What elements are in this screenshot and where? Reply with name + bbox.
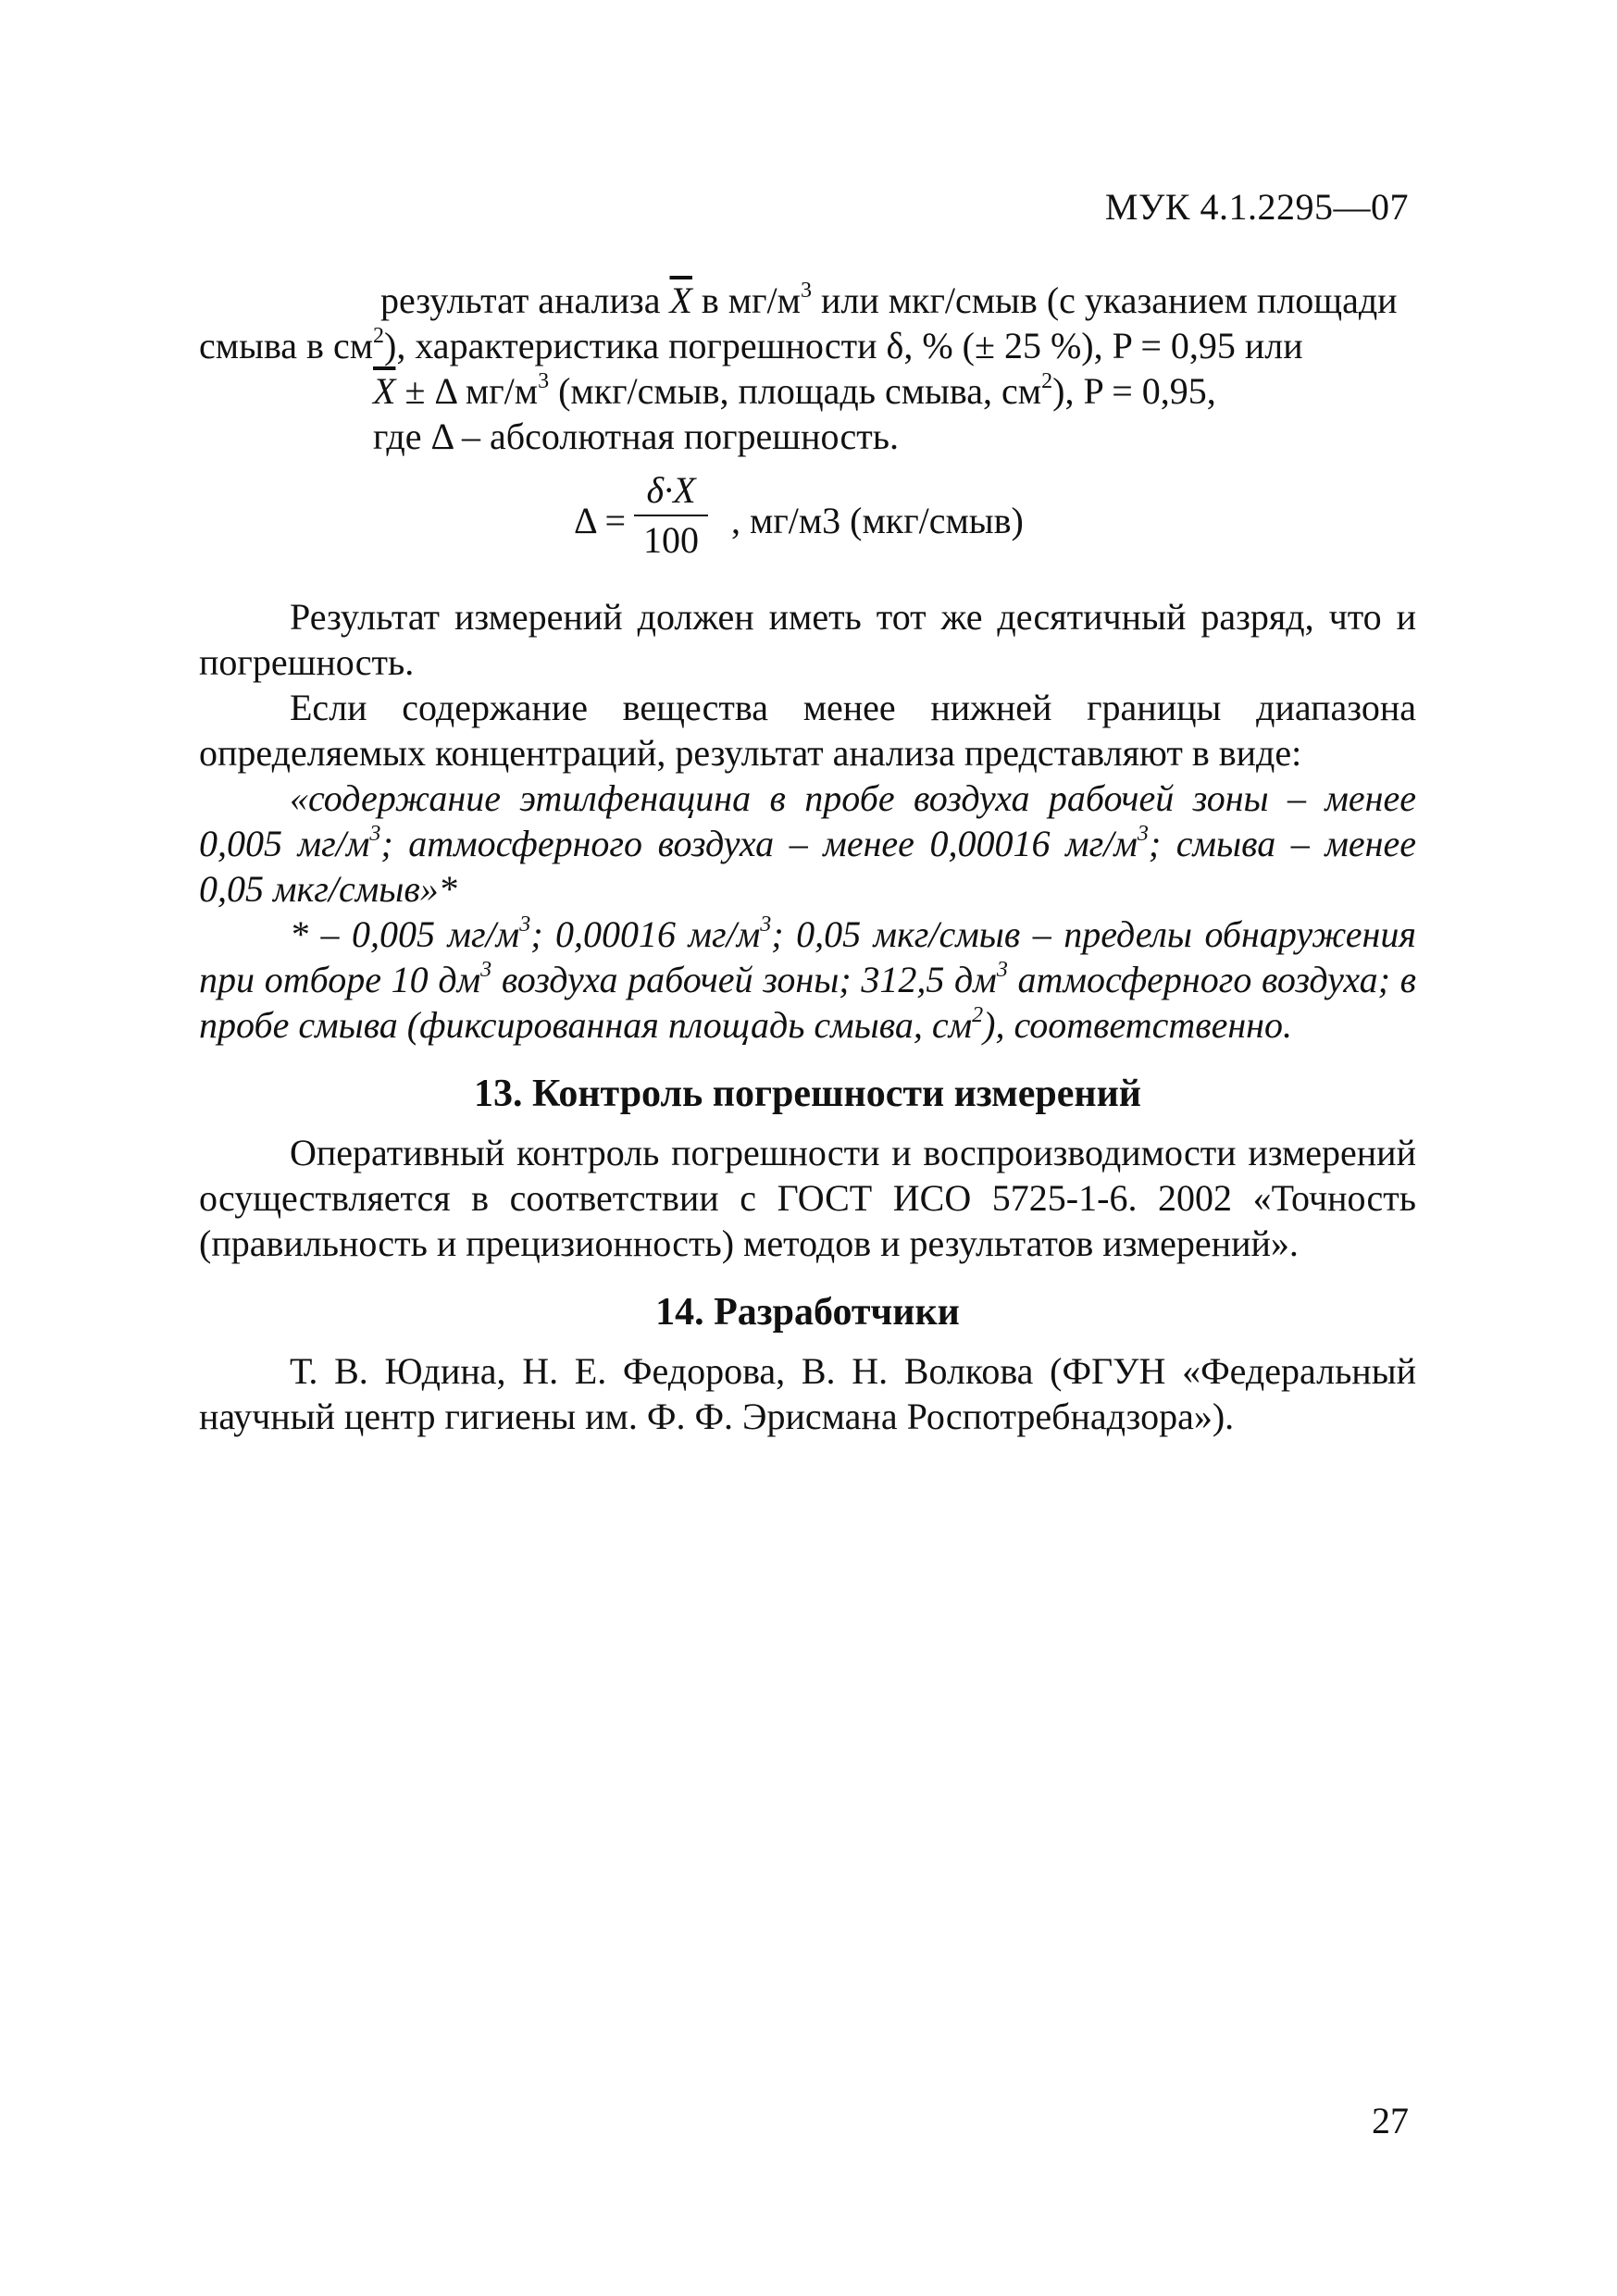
section-13-text: Оперативный контроль погрешности и воспроизводимости измерений осуществляется в соответствии с ГОСТ ИСО 5725-1-6. 2002 «Точность (правильность и прецизионность) методов и результатов измерений». (199, 1132, 1416, 1264)
formula-denominator: 100 (643, 519, 699, 561)
decimal-rule-paragraph: Результат измерений должен иметь тот же десятичный разряд, что и погрешность. (199, 596, 1416, 683)
formula-lhs: Δ = (574, 500, 627, 541)
document-code-header: МУК 4.1.2295—07 (1104, 186, 1409, 228)
formula-numerator: δ·X (646, 469, 696, 511)
low-concentration-paragraph: Если содержание вещества менее нижней границы диапазона определяемых концентраций, результат анализа представляют в виде: (199, 687, 1416, 774)
section-14-text: Т. В. Юдина, Н. Е. Федорова, В. Н. Волкова (ФГУН «Федеральный научный центр гигиены им. Ф. Ф. Эрисмана Роспотребнадзора»). (199, 1350, 1416, 1437)
document-body (199, 278, 1416, 1439)
result-line-4: где Δ – абсолютная погрешность. (373, 416, 899, 457)
absolute-error-formula (199, 466, 1416, 577)
result-line-1: результат анализа $\overline{X}$ в $мг/м^3$ или мкг/смыв (с указанием площади (380, 279, 1398, 321)
formula-fraction (634, 466, 708, 565)
page-number: 27 (1372, 2100, 1409, 2141)
result-line-2: смыва в $см^2$), характеристика погрешности δ, % (± 25 %), P = 0,95 или (199, 324, 1303, 366)
formula-unit: , мг/м3 (мкг/смыв) (731, 500, 1024, 541)
result-example-italic: «содержание этилфенацина в пробе воздуха рабочей зоны – менее 0,005 $мг/м^3$; атмосферного воздуха – менее 0,00016 $мг/м^3$; смыва – менее 0,05 мкг/смыв»* (199, 777, 1416, 910)
section-14-title: 14. Разработчики (655, 1291, 960, 1334)
result-line-3: $\overline{X} \pm \Delta$ $мг/м^3$ (мкг/смыв, площадь смыва, $см^2$), P = 0,95, (373, 369, 1216, 412)
detection-limits-footnote: * – 0,005 $мг/м^3$; 0,00016 $мг/м^3$; 0,05 мкг/смыв – пределы обнаружения при отборе 10 $дм^3$ воздуха рабочей зоны; 312,5 $дм^3$ атмосферного воздуха; в пробе смыва (фиксированная площадь смыва, $см^2$), соответственно. (199, 912, 1417, 1046)
result-statement (199, 278, 1416, 459)
section-13-title: 13. Контроль погрешности измерений (473, 1073, 1141, 1115)
